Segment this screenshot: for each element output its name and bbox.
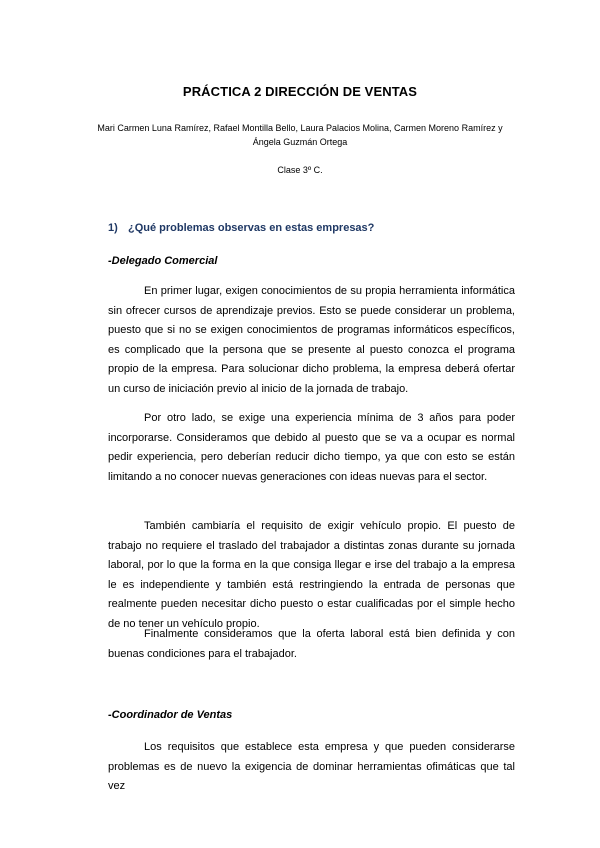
class-label: Clase 3º C. (277, 165, 323, 175)
section-heading-coordinador: -Coordinador de Ventas (108, 709, 233, 721)
question-number: 1) (108, 222, 118, 234)
paragraph: Por otro lado, se exige una experiencia mínima de 3 años para poder incorporarse. Consideramos que debido al puesto que se va a ocupar es normal pedir experiencia, pero deberían reducir dicho tiempo, ya que con esto se están limitando a no conocer nuevas generaciones con ideas nuevas para el sector. (108, 412, 515, 483)
paragraph: En primer lugar, exigen conocimientos de su propia herramienta informática sin ofrecer cursos de aprendizaje previos. Esto se puede considerar un problema, puesto que si no se exigen conocimientos de programas informáticos específicos, es complicado que la persona que se presente al puesto conozca el programa propio de la empresa. Para solucionar dicho problema, la empresa deberá ofertar un curso de iniciación previo al inicio de la jornada de trabajo. (108, 285, 515, 395)
paragraph: Finalmente consideramos que la oferta laboral está bien definida y con buenas condiciones para el trabajador. (108, 628, 515, 660)
authors-line-2: Ángela Guzmán Ortega (252, 137, 348, 147)
document-title: PRÁCTICA 2 DIRECCIÓN DE VENTAS (182, 84, 418, 99)
authors-line-1: Mari Carmen Luna Ramírez, Rafael Montilla Bello, Laura Palacios Molina, Carmen Moreno Ramírez y (97, 123, 503, 133)
section-heading-delegado: -Delegado Comercial (108, 255, 218, 267)
question-heading (108, 222, 374, 234)
paragraph: También cambiaría el requisito de exigir vehículo propio. El puesto de trabajo no requiere el traslado del trabajador a distintas zonas durante su jornada laboral, por lo que la forma en la que consiga llegar e irse del trabajo a la empresa le es independiente y también está restringiendo la entrada de personas que realmente pueden necesitar dicho puesto o estar cualificadas por el simple hecho de no tener un vehículo propio. (108, 520, 515, 630)
question-text: ¿Qué problemas observas en estas empresas? (128, 222, 375, 234)
paragraph: Los requisitos que establece esta empresa y que pueden considerarse problemas es de nuevo la exigencia de dominar herramientas ofimáticas que tal vez (108, 741, 515, 792)
authors (60, 121, 540, 149)
